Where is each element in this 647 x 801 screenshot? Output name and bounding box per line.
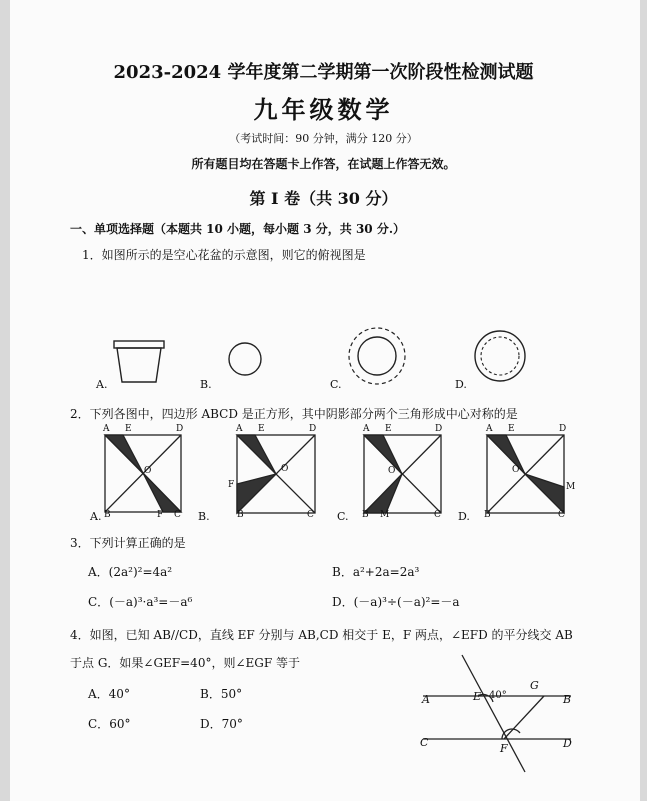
- q2b-point: B: [237, 510, 244, 520]
- q2b-point: A: [236, 424, 243, 434]
- q4-option-b: B．50°: [200, 687, 243, 701]
- q4-option-a: A．40°: [88, 687, 130, 701]
- q2c-point: D: [435, 424, 443, 434]
- q4-stem-line2: 于点 G．如果∠GEF=40°，则∠EGF 等于: [70, 656, 300, 670]
- q2a-point: O: [144, 466, 152, 476]
- q2-option-b-figure: [237, 435, 315, 513]
- q2-option-c-figure: [364, 435, 441, 513]
- q4-label-a: A: [422, 693, 430, 706]
- q2d-point: A: [486, 424, 493, 434]
- q2d-point: E: [508, 424, 515, 434]
- q1-option-d-figure: [475, 331, 525, 381]
- q2c-point: A: [363, 424, 370, 434]
- subject-title: 九年级数学: [253, 95, 394, 124]
- q2b-point: D: [309, 424, 317, 434]
- q4-label-f: F: [500, 742, 508, 755]
- q2c-point: O: [388, 466, 396, 476]
- section-heading: 一、单项选择题（本题共 10 小题，每小题 3 分，共 30 分.）: [70, 222, 405, 236]
- q1-label-b: B.: [200, 378, 212, 391]
- q4-option-c: C．60°: [88, 717, 131, 731]
- q3-option-b: B．a²+2a=2a³: [332, 565, 420, 579]
- q2c-point: C: [434, 510, 441, 520]
- q2c-point: E: [385, 424, 392, 434]
- q2a-point: A: [103, 424, 110, 434]
- q4-label-b: B: [563, 693, 572, 706]
- q2c-point: B: [362, 510, 369, 520]
- q1-label-a: A.: [96, 378, 108, 391]
- q2d-point: M: [566, 482, 576, 492]
- q3-option-c: C．(－a)³·a³=－a⁶: [88, 595, 193, 609]
- q2a-point: E: [125, 424, 132, 434]
- q2d-point: C: [558, 510, 565, 520]
- part-title: 第 I 卷（共 30 分）: [249, 189, 398, 208]
- q2a-point: F: [157, 510, 164, 520]
- q2c-point: M: [380, 510, 390, 520]
- q2a-point: D: [176, 424, 184, 434]
- q4-label-d: D: [563, 737, 572, 750]
- q2-label-c: C.: [337, 510, 349, 523]
- q2b-point: O: [281, 464, 289, 474]
- q4-figure: [423, 655, 571, 772]
- q2-label-d: D.: [458, 510, 470, 523]
- q4-stem-line1: 4．如图，已知 AB//CD，直线 EF 分别与 AB,CD 相交于 E，F 两点，∠EFD 的平分线交 AB: [70, 628, 573, 642]
- q1-label-c: C.: [330, 378, 342, 391]
- q2a-point: C: [174, 510, 181, 520]
- q1-option-b-figure: [229, 343, 261, 375]
- q2-option-d-figure: [487, 435, 564, 513]
- q2b-point: C: [307, 510, 314, 520]
- q4-label-g: G: [530, 679, 539, 692]
- q1-stem: 1．如图所示的是空心花盆的示意图，则它的俯视图是: [82, 248, 366, 262]
- q2b-point: E: [258, 424, 265, 434]
- q2-label-b: B.: [198, 510, 210, 523]
- q2d-point: O: [512, 465, 520, 475]
- answer-notice: 所有题目均在答题卡上作答，在试题上作答无效。: [191, 157, 456, 171]
- q2b-point: F: [228, 480, 235, 490]
- q3-stem: 3．下列计算正确的是: [70, 536, 186, 550]
- q2-stem: 2．下列各图中，四边形 ABCD 是正方形，其中阴影部分两个三角形成中心对称的是: [70, 407, 518, 421]
- q2-label-a: A.: [90, 510, 102, 523]
- exam-info: （考试时间：90 分钟，满分 120 分）: [229, 132, 418, 145]
- q2d-point: D: [559, 424, 567, 434]
- exam-title: 2023-2024 学年度第二学期第一次阶段性检测试题: [113, 62, 534, 83]
- q3-option-d: D．(－a)³÷(－a)²=－a: [332, 595, 460, 609]
- q4-angle-label: 40°: [489, 690, 507, 701]
- q2a-point: B: [104, 510, 111, 520]
- q4-label-c: C: [420, 736, 429, 749]
- q1-option-a-figure: [114, 341, 164, 382]
- q1-option-c-figure: [349, 328, 405, 384]
- q3-option-a: A．(2a²)²=4a²: [88, 565, 173, 579]
- q2-option-a-figure: [105, 435, 181, 512]
- q1-label-d: D.: [455, 378, 467, 391]
- q4-option-d: D．70°: [200, 717, 243, 731]
- q2d-point: B: [484, 510, 491, 520]
- q4-label-e: E: [473, 690, 482, 703]
